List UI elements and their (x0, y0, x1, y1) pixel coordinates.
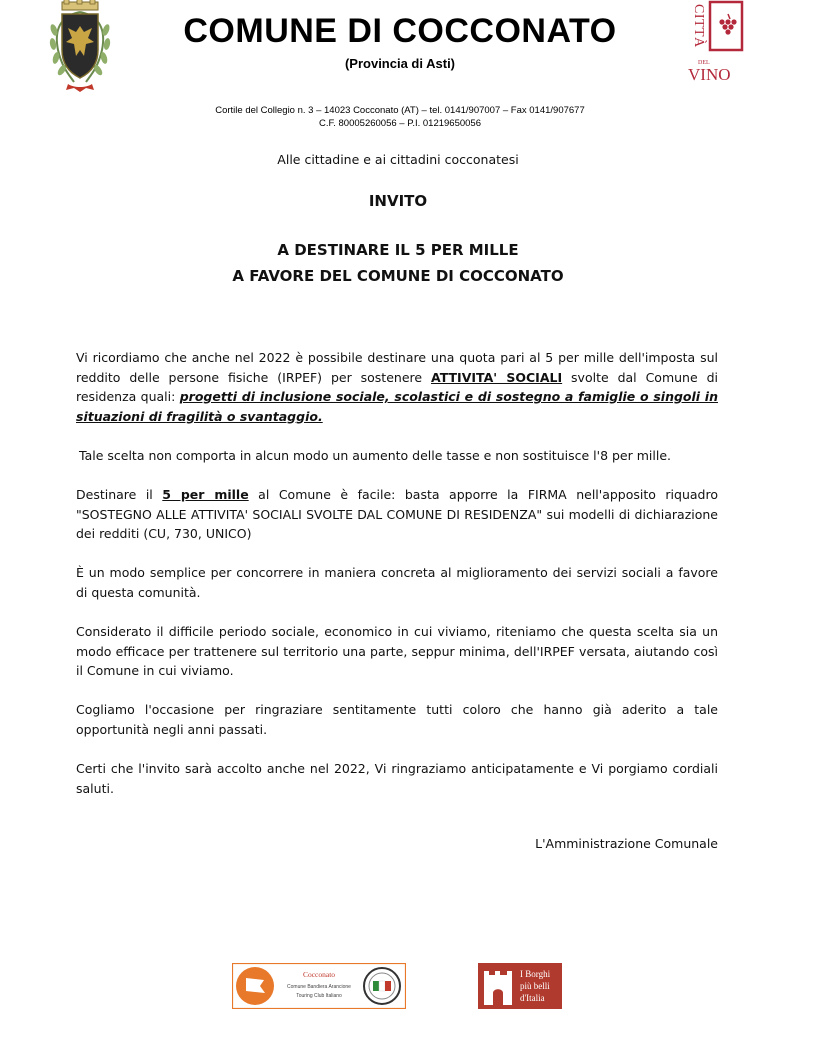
cocconato-label: Cocconato (302, 970, 336, 979)
bandiera-arancione-label: Comune Bandiera Arancione (287, 984, 351, 990)
borghi-label: I Borghi (520, 969, 551, 979)
del-text: DEL (698, 60, 710, 66)
document-title: COMUNE DI COCCONATO (183, 12, 617, 50)
cinque-per-mille-emphasis: 5 per mille (162, 487, 249, 502)
citta-text: CITTÀ (691, 4, 706, 48)
paragraph-1: Vi ricordiamo che anche nel 2022 è possibile destinare una quota pari al 5 per mille dell'imposta sul reddito delle persone fisiche (IRPEF) per sostenere ATTIVITA' SOCIALI svolte dal Comune di residenza quali: progetti di inclusione sociale, scolastici e di sostegno a famiglie o singoli in situazioni di fragilità o svantaggio. (76, 350, 718, 424)
invito-subtitle-line2: A FAVORE DEL COMUNE DI COCCONATO (232, 267, 564, 285)
tax-code-line: C.F. 80005260056 – P.I. 01219650056 (319, 118, 481, 129)
vino-text: VINO (688, 65, 731, 84)
progetti-emphasis: progetti di inclusione sociale, scolastici e di sostegno a famiglie o singoli in situazioni di fragilità o svantaggio. (76, 389, 718, 424)
touring-club-label: Touring Club Italiano (296, 993, 342, 999)
signature: L'Amministrazione Comunale (535, 836, 718, 851)
province-subtitle: (Provincia di Asti) (344, 56, 456, 71)
paragraph-2: Tale scelta non comporta in alcun modo un aumento delle tasse e non sostituisce l'8 per mille. (79, 448, 671, 463)
piu-belli-label: più belli (520, 981, 550, 991)
coat-of-arms-logo (40, 0, 120, 96)
recipients-line: Alle cittadine e ai cittadini cocconatesi (277, 152, 519, 167)
invito-heading: INVITO (368, 192, 428, 210)
crown-icon (62, 0, 98, 10)
paragraph-5: Considerato il difficile periodo sociale, economico in cui viviamo, riteniamo che questa scelta sia un modo efficace per trattenere sul territorio una parte, seppur minima, dell'IRPEF versata, aiutando così il Comune in cui viviamo. (76, 624, 718, 678)
italia-label: d'Italia (520, 993, 545, 1003)
round-emblem-icon (364, 968, 400, 1004)
paragraph-6: Cogliamo l'occasione per ringraziare sentitamente tutti coloro che hanno già aderito a tale opportunità negli anni passati. (76, 702, 718, 737)
invito-subtitle-line1: A DESTINARE IL 5 PER MILLE (277, 241, 519, 259)
castle-tower-icon (484, 971, 512, 1005)
attivita-sociali-emphasis: ATTIVITA' SOCIALI (431, 369, 563, 385)
paragraph-3: Destinare il 5 per mille al Comune è facile: basta apporre la FIRMA nell'apposito riquadro "SOSTEGNO ALLE ATTIVITA' SOCIALI SVOLTE DAL COMUNE DI RESIDENZA" sui modelli di dichiarazione dei redditi (CU, 730, UNICO) (76, 487, 718, 541)
citta-del-vino-logo (676, 0, 750, 84)
grapes-icon (719, 14, 736, 35)
bandiera-arancione-logo (232, 963, 406, 1009)
address-line: Cortile del Collegio n. 3 – 14023 Cocconato (AT) – tel. 0141/907007 – Fax 0141/907677 (215, 105, 585, 116)
paragraph-4: È un modo semplice per concorrere in maniera concreta al miglioramento dei servizi sociali a favore di questa comunità. (76, 565, 718, 600)
paragraph-7: Certi che l'invito sarà accolto anche nel 2022, Vi ringraziamo anticipatamente e Vi porgiamo cordiali saluti. (76, 761, 718, 796)
borghi-piu-belli-logo (478, 963, 562, 1009)
